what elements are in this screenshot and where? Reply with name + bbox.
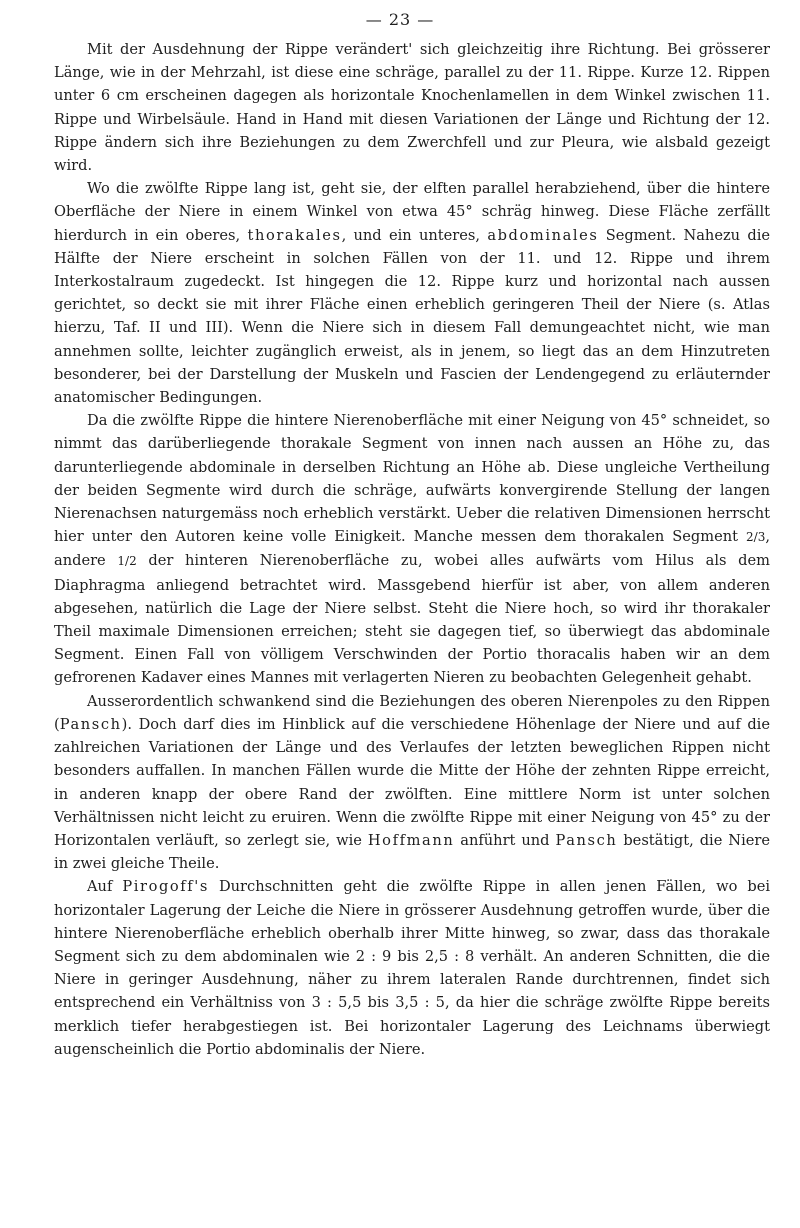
paragraph-3: Da die zwölfte Rippe die hintere Nierenoberfläche mit einer Neigung von 45° schneidet, so nimmt das darüberliegende thorakale Segment von innen nach aussen an Höhe zu, das darunterliegende abdominale in derselben Richtung an Höhe ab. Diese ungleiche Vertheilung der beiden Segmente wird durch die schräge, aufwärts konvergirende Stellung der langen Nierenachsen naturgemäss noch erheblich verstärkt. Ueber die relativen Dimensionen herrscht hier unter den Autoren keine volle Einigkeit. Manche messen dem thorakalen Segment 2/3, andere 1/2 der hinteren Nierenoberfläche zu, wobei alles aufwärts vom Hilus als dem Diaphragma anliegend betrachtet wird. Massgebend hierfür ist aber, von allem anderen abgesehen, natürlich die Lage der Niere selbst. Steht die Niere hoch, so wird ihr thorakaler Theil maximale Dimensionen erreichen; steht sie dagegen tief, so überwiegt das abdominale Segment. Einen Fall von völligem Verschwinden der Portio thoracalis haben wir an dem gefrorenen Kadaver eines Mannes mit verlagerten Nieren zu beobachten Gelegenheit gehabt. [54, 412, 770, 687]
author-name: Pirogoff's [122, 878, 209, 896]
term-thorakales: thorakales [247, 226, 342, 244]
term-abdominales: abdominales [487, 226, 599, 244]
paragraph-5: Auf Pirogoff's Durchschnitten geht die zwölfte Rippe in allen jenen Fällen, wo bei horizontaler Lagerung der Leiche die Niere in grösserer Ausdehnung getroffen wurde, über die hintere Nierenoberfläche erheblich oberhalb ihrer Mitte hinweg, so zwar, dass das thorakale Segment sich zu dem abdominalen wie 2 : 9 bis 2,5 : 8 verhält. An anderen Schnitten, die die Niere in geringer Ausdehnung, näher zu ihrem lateralen Rande durchtrennen, findet sich entsprechend ein Verhältniss von 3 : 5,5 bis 3,5 : 5, da hier die schräge zwölfte Rippe bereits merklich tiefer herabgestiegen ist. Bei horizontaler Lagerung des Leichnams überwiegt augenscheinlich die Portio abdominalis der Niere. [54, 878, 770, 1058]
paragraph-2: Wo die zwölfte Rippe lang ist, geht sie, der elften parallel herabziehend, über die hintere Oberfläche der Niere in einem Winkel von etwa 45° schräg hinweg. Diese Fläche zerfällt hierdurch in ein oberes, thorakales, und ein unteres, abdominales Segment. Nahezu die Hälfte der Niere erscheint in solchen Fällen von der 11. und 12. Rippe und ihrem Interkostalraum zugedeckt. Ist hingegen die 12. Rippe kurz und horizontal nach aussen gerichtet, so deckt sie mit ihrer Fläche einen erheblich geringeren Theil der Niere (s. Atlas hierzu, Taf. II und III). Wenn die Niere sich in diesem Fall demungeachtet nicht, wie man annehmen sollte, leichter zugänglich erweist, als in jenem, so liegt das an dem Hinzutreten besonderer, bei der Darstellung der Muskeln und Fascien der Lendengegend zu erläuternder anatomischer Bedingungen. [54, 180, 770, 407]
fraction-two-thirds: 2/3 [746, 530, 766, 545]
body-text [54, 38, 770, 1061]
paragraph-text: Mit der Ausdehnung der Rippe verändert' sich gleichzeitig ihre Richtung. Bei grösserer Länge, wie in der Mehrzahl, ist diese eine schräge, parallel zu der 11. Rippe. Kurze 12. Rippen unter 6 cm erscheinen dagegen als horizontale Knochenlamellen in dem Winkel zwischen 11. Rippe und Wirbelsäule. Hand in Hand mit diesen Variationen der Länge und Richtung der 12. Rippe ändern sich ihre Beziehungen zu dem Zwerchfell und zur Pleura, wie alsbald gezeigt wird. [54, 41, 770, 175]
fraction-one-half: 1/2 [117, 554, 137, 569]
page-number: — 23 — [365, 10, 435, 29]
paragraph-1 [54, 38, 770, 177]
author-name: Pansch [59, 715, 122, 733]
author-name: Hoffmann [367, 831, 455, 849]
author-name: Pansch [555, 831, 618, 849]
paragraph-4: Ausserordentlich schwankend sind die Beziehungen des oberen Nierenpoles zu den Rippen (Pansch). Doch darf dies im Hinblick auf die verschiedene Höhenlage der Niere und auf die zahlreichen Variationen der Länge und des Verlaufes der letzten beweglichen Rippen nicht besonders auffallen. In manchen Fällen wurde die Mitte der Höhe der zehnten Rippe erreicht, in anderen knapp der obere Rand der zwölften. Eine mittlere Norm ist unter solchen Verhältnissen nicht leicht zu eruiren. Wenn die zwölfte Rippe mit einer Neigung von 45° zu der Horizontalen verläuft, so zerlegt sie, wie Hoffmann anführt und Pansch bestätigt, die Niere in zwei gleiche Theile. [54, 692, 770, 873]
